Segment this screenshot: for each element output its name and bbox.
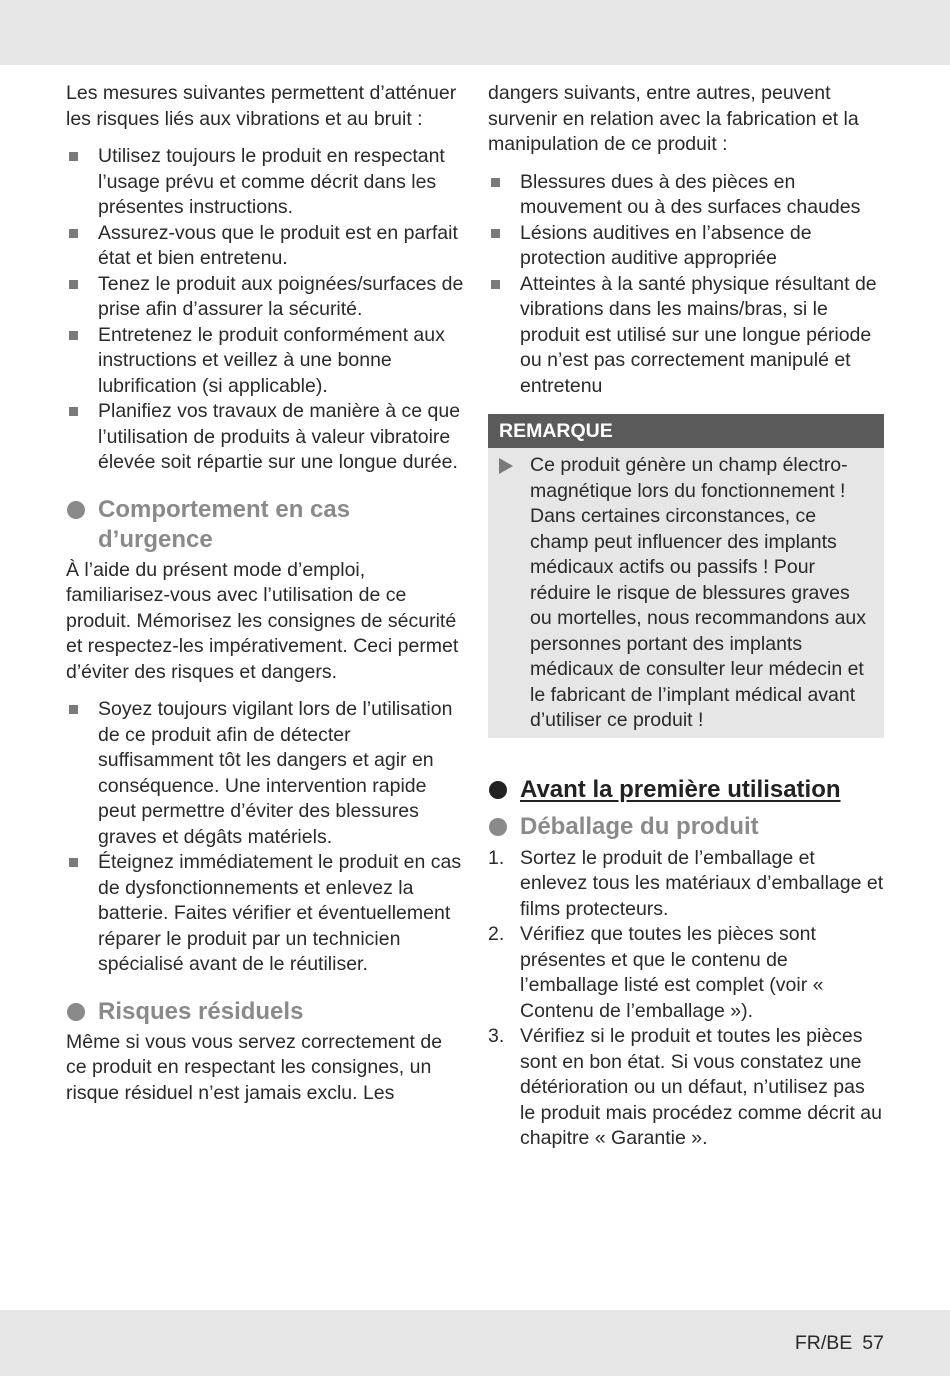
language-code: FR/BE [794,1332,853,1354]
vibration-intro: Les mesures suivantes permettent d’atténuer les risques liés aux vibrations et au bruit : [66,82,457,130]
list-item: Soyez toujours vigilant lors de l’utilisation de ce produit afin de détecter suffisamment tôt les dangers et agir en conséquence. Une intervention rapide peut permettre d’éviter des blessures graves et dégâts matériels. [66,697,466,850]
list-item: Atteintes à la santé physique résultant de vibrations dans les mains/bras, si le produit est utilisé sur une longue période ou n’est pas correctement manipulé et entretenu [488,272,884,400]
page-footer [795,1331,884,1357]
residual-text: Même si vous vous servez correctement de ce produit en respectant les consignes, un risque résiduel n’est jamais exclu. Les [66,1030,443,1104]
bullet-dot-icon [489,818,507,836]
list-item: Planifiez vos travaux de manière à ce que l’utilisation de produits à valeur vibratoire élevée soit répartie sur une longue durée. [66,399,466,476]
bullet-dot-icon [67,1003,85,1021]
note-text: Ce produit génère un champ électromagnétique lors du fonctionnement ! Dans certaines circonstances, ce champ peut influencer des implants médicaux actifs ou passifs ! Pour réduire le risque de blessures graves ou mortelles, nous recommandons aux personnes portant des implants médicaux de consulter leur médecin et le fabricant de l’implant médical avant d’utiliser ce produit ! [530,454,867,731]
dangers-list [488,170,884,400]
emergency-list [66,697,466,978]
right-column [488,81,884,1152]
emergency-text: À l’aide du présent mode d’emploi, familiarisez-vous avec l’utilisation de ce produit. Mémorisez les consignes de sécurité et respectez-les impérativement. Ceci permet d’éviter des risques et dangers. [66,558,459,683]
note-box [488,414,884,738]
left-column [66,81,466,1106]
note-title: REMARQUE [488,414,884,448]
list-item: 2. Vérifiez que toutes les pièces sont présentes et que le contenu de l’emballage listé est complet (voir « Contenu de l’emballage »). [488,923,824,1022]
list-item: 3. Vérifiez si le produit et toutes les pièces sont en bon état. Si vous constatez une détérioration ou un défaut, n’utilisez pas le produit mais procédez comme décrit au chapitre « Garantie ». [488,1025,882,1149]
list-item: 1. Sortez le produit de l’emballage et enlevez tous les matériaux d’emballage et films protecteurs. [488,846,884,920]
unpack-heading: Déballage du produit [488,812,884,842]
page-number: 57 [862,1332,884,1354]
vibration-measures-list [66,144,466,476]
list-item: Tenez le produit aux poignées/surfaces de prise afin d’assurer la sécurité. [66,272,466,323]
first-use-heading: Avant la première utilisation [488,775,884,805]
bullet-dot-icon [489,781,507,799]
arrow-right-icon [499,458,513,474]
list-item: Utilisez toujours le produit en respectant l’usage prévu et comme décrit dans les présentes instructions. [66,144,466,221]
list-item: Éteignez immédiatement le produit en cas de dysfonctionnements et enlevez la batterie. Faites vérifier et éventuellement réparer le produit par un technicien spécialisé avant de le réutiliser. [66,850,466,978]
list-item: Assurez-vous que le produit est en parfait état et bien entretenu. [66,221,466,272]
list-item: Entretenez le produit conformément aux instructions et veillez à une bonne lubrification (si applicable). [66,323,466,400]
bullet-dot-icon [67,501,85,519]
emergency-heading: Comportement en cas d’urgence [66,495,466,555]
unpack-steps [488,846,884,1152]
note-body [488,448,884,738]
header-band [0,0,950,65]
list-item: Blessures dues à des pièces en mouvement ou à des surfaces chaudes [488,170,884,221]
dangers-intro: dangers suivants, entre autres, peuvent survenir en relation avec la fabrication et la manipulation de ce produit : [488,82,859,155]
residual-heading: Risques résiduels [66,997,466,1027]
list-item: Lésions auditives en l’absence de protection auditive appropriée [488,221,884,272]
